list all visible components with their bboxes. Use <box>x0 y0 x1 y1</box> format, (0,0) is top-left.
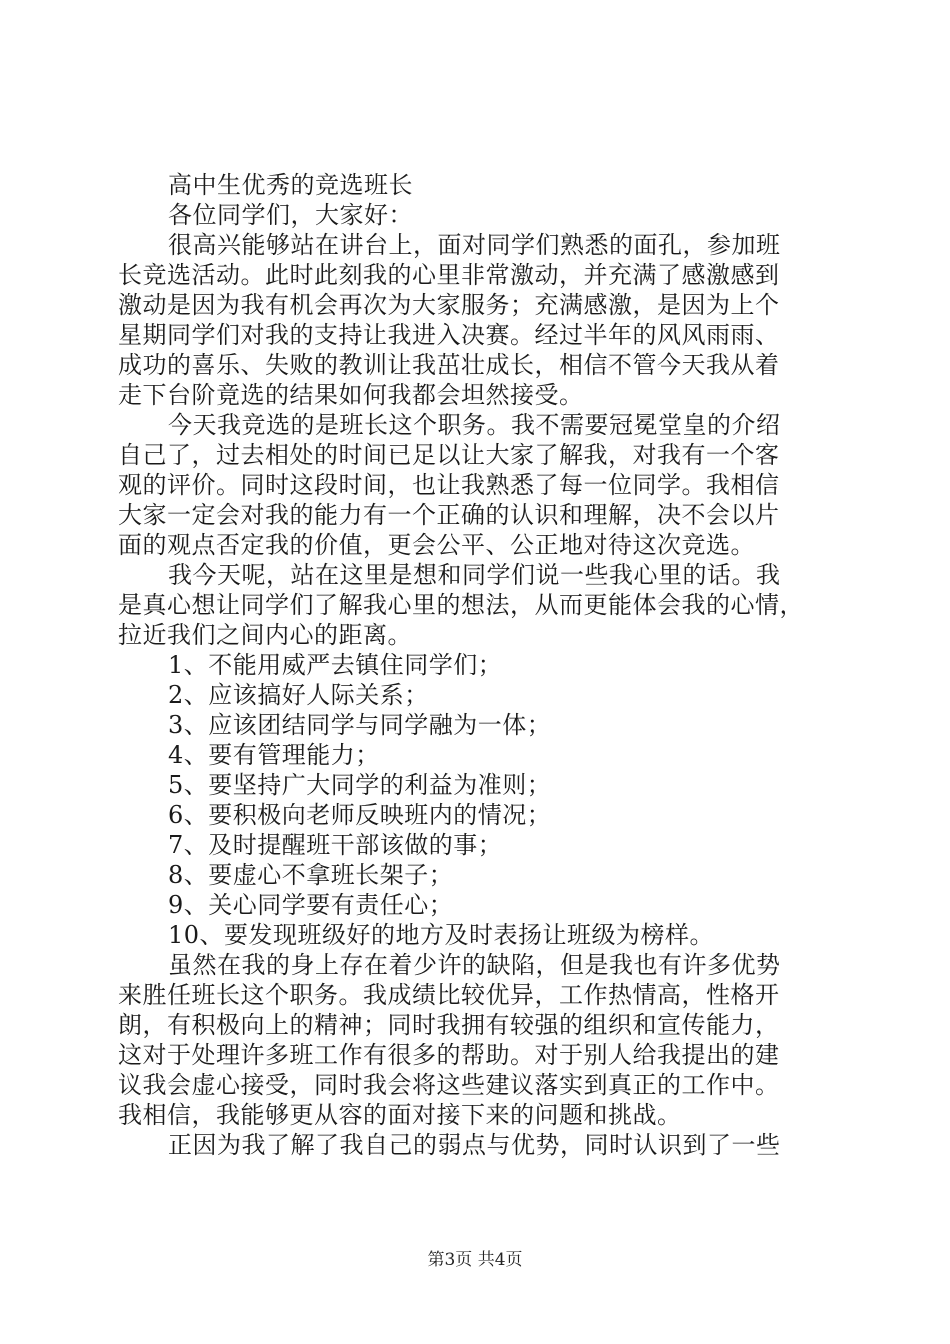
text-line: 我相信，我能够更从容的面对接下来的问题和挑战。 <box>118 1101 682 1129</box>
text-line: 今天我竞选的是班长这个职务。我不需要冠冕堂皇的介绍 <box>168 411 781 439</box>
text-line: 我今天呢，站在这里是想和同学们说一些我心里的话。我 <box>168 561 781 589</box>
paragraph <box>118 560 838 650</box>
document-body <box>118 170 838 1160</box>
text-line: 长竞选活动。此时此刻我的心里非常激动，并充满了感激感到 <box>118 261 780 289</box>
text-line: 星期同学们对我的支持让我进入决赛。经过半年的风风雨雨、 <box>118 321 780 349</box>
paragraph <box>118 410 838 560</box>
text-line: 虽然在我的身上存在着少许的缺陷，但是我也有许多优势 <box>168 951 781 979</box>
paragraph <box>118 950 838 1130</box>
text-line: 拉近我们之间内心的距离。 <box>118 621 412 649</box>
document-title: 高中生优秀的竞选班长 <box>168 171 413 199</box>
text-line: 自己了，过去相处的时间已足以让大家了解我，对我有一个客 <box>118 441 780 469</box>
list-item: 7、及时提醒班干部该做的事； <box>168 831 503 859</box>
text-line: 来胜任班长这个职务。我成绩比较优异，工作热情高，性格开 <box>118 981 780 1009</box>
list-item: 6、要积极向老师反映班内的情况； <box>168 801 552 829</box>
list-item: 9、关心同学要有责任心； <box>168 891 454 919</box>
text-line: 面的观点否定我的价值，更会公平、公正地对待这次竞选。 <box>118 531 755 559</box>
list-item: 1、不能用威严去镇住同学们； <box>168 651 503 679</box>
text-line: 是真心想让同学们了解我心里的想法，从而更能体会我的心情， <box>118 591 804 619</box>
text-line: 激动是因为我有机会再次为大家服务；充满感激，是因为上个 <box>118 291 780 319</box>
text-line: 正因为我了解了我自己的弱点与优势，同时认识到了一些 <box>168 1131 781 1159</box>
text-line: 议我会虚心接受，同时我会将这些建议落实到真正的工作中。 <box>118 1071 780 1099</box>
text-line: 朗，有积极向上的精神；同时我拥有较强的组织和宣传能力， <box>118 1011 780 1039</box>
text-line: 走下台阶竟选的结果如何我都会坦然接受。 <box>118 381 584 409</box>
text-line: 观的评价。同时这段时间，也让我熟悉了每一位同学。我相信 <box>118 471 780 499</box>
list-item: 2、应该搞好人际关系； <box>168 681 429 709</box>
paragraph <box>118 230 838 410</box>
text-line: 成功的喜乐、失败的教训让我茁壮成长，相信不管今天我从着 <box>118 351 780 379</box>
numbered-list <box>118 650 838 950</box>
paragraph <box>118 1130 838 1160</box>
list-item: 3、应该团结同学与同学融为一体； <box>168 711 552 739</box>
text-line: 很高兴能够站在讲台上，面对同学们熟悉的面孔，参加班 <box>168 231 781 259</box>
list-item: 5、要坚持广大同学的利益为准则； <box>168 771 552 799</box>
text-line: 大家一定会对我的能力有一个正确的认识和理解，决不会以片 <box>118 501 780 529</box>
text-line: 这对于处理许多班工作有很多的帮助。对于别人给我提出的建 <box>118 1041 780 1069</box>
list-item: 8、要虚心不拿班长架子； <box>168 861 454 889</box>
list-item: 10、要发现班级好的地方及时表扬让班级为榜样。 <box>168 921 715 949</box>
list-item: 4、要有管理能力； <box>168 741 380 769</box>
page-number-footer: 第3页 共4页 <box>427 1250 523 1270</box>
greeting-line: 各位同学们，大家好： <box>168 201 413 229</box>
